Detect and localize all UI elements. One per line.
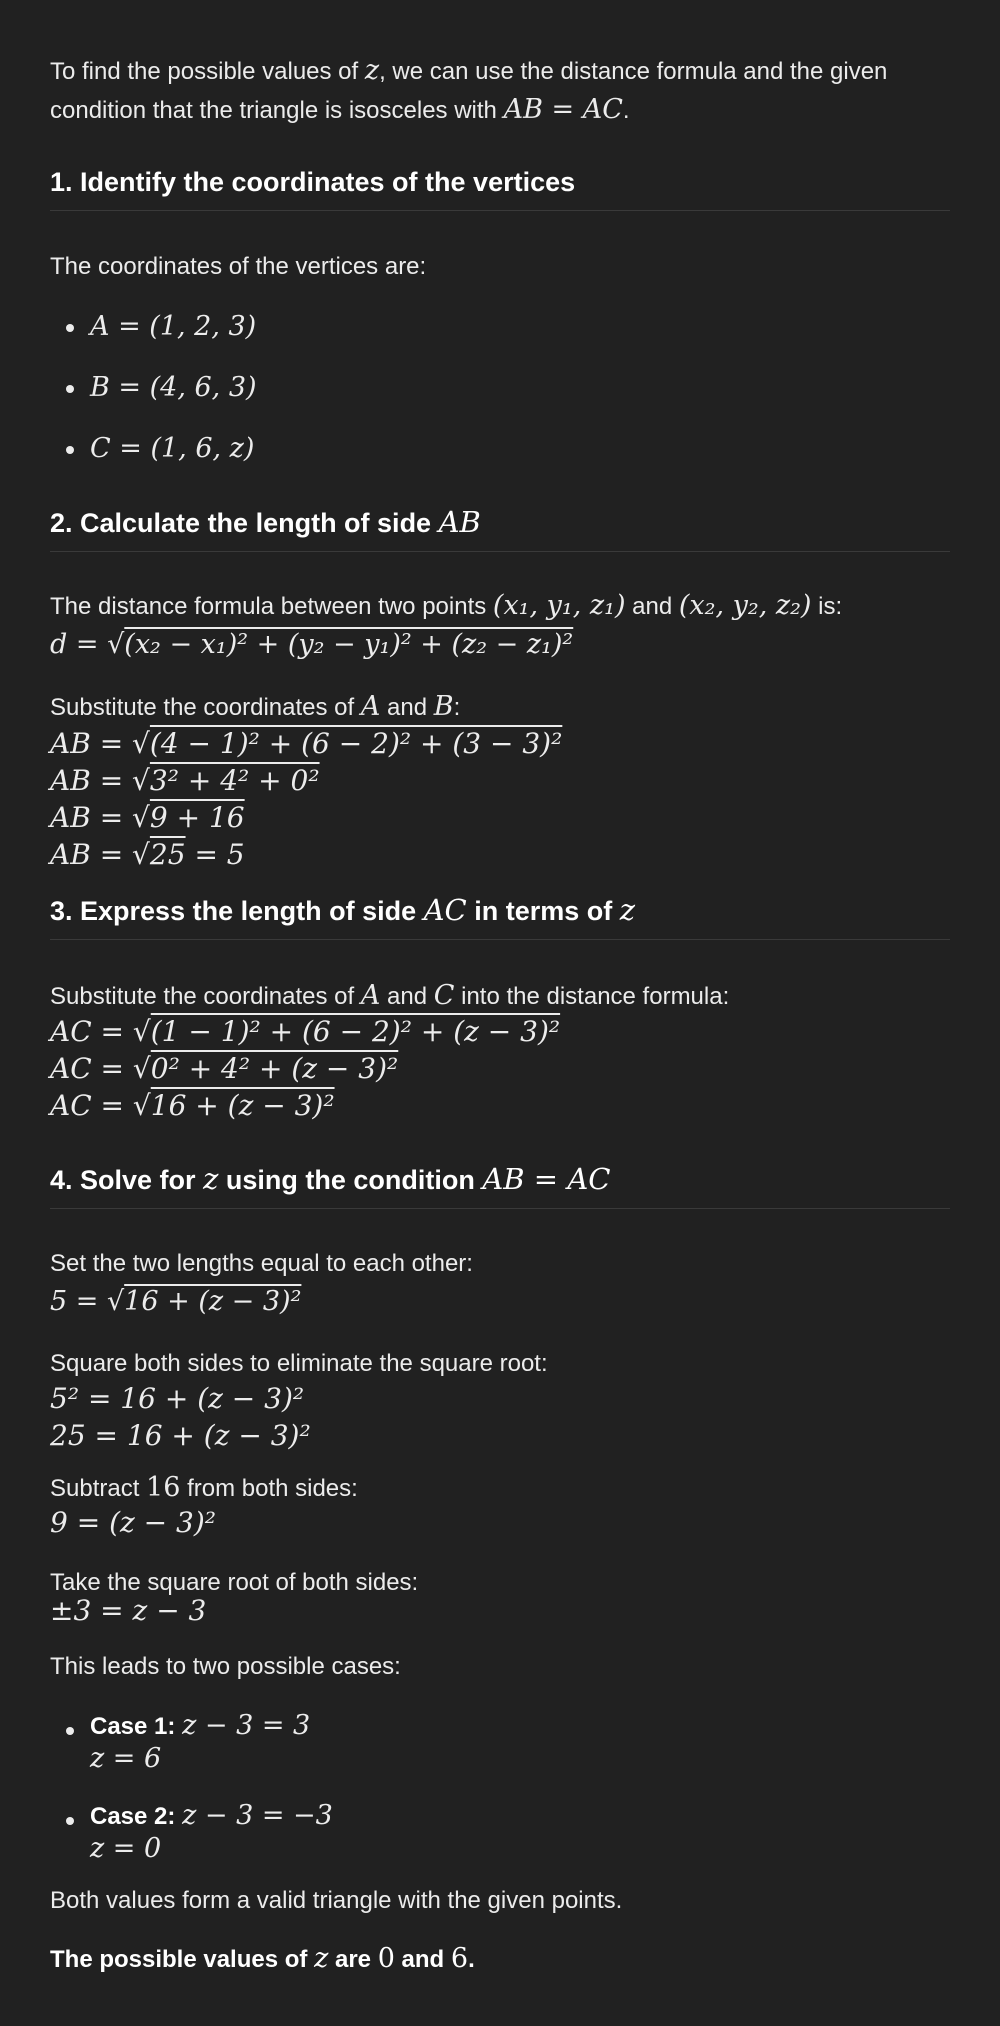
distance-formula-paragraph: The distance formula between two points (x₁, y₁, z₁) and (x₂, y₂, z₂) is: d = √(x₂ − x₁)² + (y₂ − y₁)² + (z₂ − z₁)² — [50, 590, 843, 660]
equation-line: AB = √9 + 16 — [50, 801, 245, 834]
intro-text: To find the possible values of — [50, 58, 365, 85]
equation-line: AC = √16 + (z − 3)² — [50, 1089, 335, 1122]
vertex-list — [50, 307, 257, 490]
intro-paragraph — [50, 52, 950, 130]
section-2-heading: 2. Calculate the length of side AB — [50, 505, 950, 552]
list-item: Case 1: z − 3 = 3 z = 6 — [50, 1710, 333, 1776]
list-item: A = (1, 2, 3) — [50, 307, 257, 348]
case-list — [50, 1710, 333, 1886]
equation-line: 25 = 16 + (z − 3)² — [50, 1419, 311, 1452]
equation-line: AB = √(4 − 1)² + (6 − 2)² + (3 − 3)² — [50, 727, 563, 760]
list-item: B = (4, 6, 3) — [50, 368, 257, 409]
step-sqrt: Take the square root of both sides: — [50, 1569, 419, 1596]
equation-line: AB = √3² + 4² + 0² — [50, 764, 320, 797]
step-cases: This leads to two possible cases: — [50, 1653, 401, 1680]
formula-lhs: d = √ — [50, 629, 125, 660]
equation-line: AC = √0² + 4² + (z − 3)² — [50, 1052, 399, 1085]
substitute-ac-line: Substitute the coordinates of A and C into the distance formula: — [50, 980, 730, 1011]
step-subtract: Subtract 16 from both sides: — [50, 1472, 358, 1503]
square-equations — [50, 1380, 950, 1454]
list-item: C = (1, 6, z) — [50, 429, 257, 470]
formula-radicand: (x₂ − x₁)² + (y₂ − y₁)² + (z₂ − z₁)² — [124, 629, 574, 660]
ab-calculation — [50, 725, 950, 873]
sqrt-equation — [50, 1592, 950, 1629]
final-answer: The possible values of z are 0 and 6. — [50, 1943, 475, 1974]
equation-line: AC = √(1 − 1)² + (6 − 2)² + (z − 3)² — [50, 1015, 561, 1048]
intro-math-z: z — [364, 55, 380, 86]
step-square: Square both sides to eliminate the square root: — [50, 1350, 548, 1377]
section-1-lead: The coordinates of the vertices are: — [50, 253, 427, 280]
intro-math-eq: AB = AC — [503, 94, 623, 125]
intro-text: condition that the triangle is isosceles with — [50, 97, 504, 124]
equation-line: AB = √25 = 5 — [50, 838, 245, 871]
ac-calculation — [50, 1013, 950, 1124]
equation-line: 9 = (z − 3)² — [50, 1506, 216, 1539]
section-4-heading: 4. Solve for z using the condition AB = AC — [50, 1162, 950, 1209]
section-3-heading: 3. Express the length of side AC in terms of z — [50, 893, 950, 940]
equation-line: ±3 = z − 3 — [50, 1594, 207, 1627]
subtract-equation — [50, 1504, 950, 1541]
intro-text: , we can use the distance formula and the given — [379, 58, 888, 85]
validity-note: Both values form a valid triangle with the given points. — [50, 1887, 623, 1914]
list-item: Case 2: z − 3 = −3 z = 0 — [50, 1800, 333, 1866]
substitute-ab-line: Substitute the coordinates of A and B: — [50, 691, 461, 722]
section-1-heading: 1. Identify the coordinates of the vertices — [50, 167, 950, 211]
step-set-equal: Set the two lengths equal to each other: 5 = √16 + (z − 3)² — [50, 1250, 473, 1317]
intro-text: . — [622, 97, 630, 124]
equation-line: 5² = 16 + (z − 3)² — [50, 1382, 305, 1415]
